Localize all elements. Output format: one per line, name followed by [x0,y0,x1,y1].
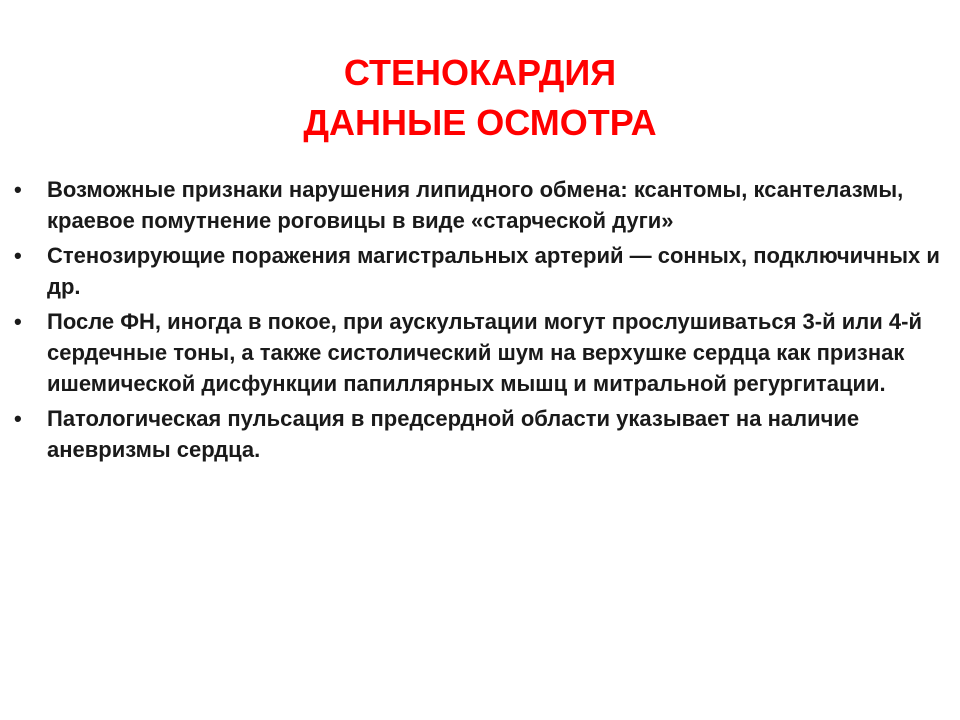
bullet-item-arteries [14,240,950,302]
bullet-text: Возможные признаки нарушения липидного обмена: ксантомы, ксантелазмы, краевое помутнение роговицы в виде «старческой дуги» [47,177,904,233]
slide-title-line-1: СТЕНОКАРДИЯ [343,52,617,93]
bullet-text: После ФН, иногда в покое, при аускультации могут прослушиваться 3-й или 4-й сердечные тоны, а также систолический шум на верхушке сердца как признак ишемической дисфункции папиллярных мышц и митральной регургитации. [47,309,922,396]
bullet-dot-icon: • [14,243,22,268]
bullet-item-auscultation [14,306,950,399]
bullet-dot-icon: • [14,177,22,202]
bullet-dot-icon: • [14,309,22,334]
bullet-item-pulsation [14,403,950,465]
bullet-item-lipid [14,174,950,236]
slide-title-line-2: ДАННЫЕ ОСМОТРА [303,102,657,143]
bullet-text: Стенозирующие поражения магистральных артерий — сонных, подключичных и др. [47,243,940,299]
bullet-list [14,174,950,469]
bullet-text: Патологическая пульсация в предсердной области указывает на наличие аневризмы сердца. [47,406,860,462]
bullet-dot-icon: • [14,406,22,431]
slide-title [0,48,960,148]
